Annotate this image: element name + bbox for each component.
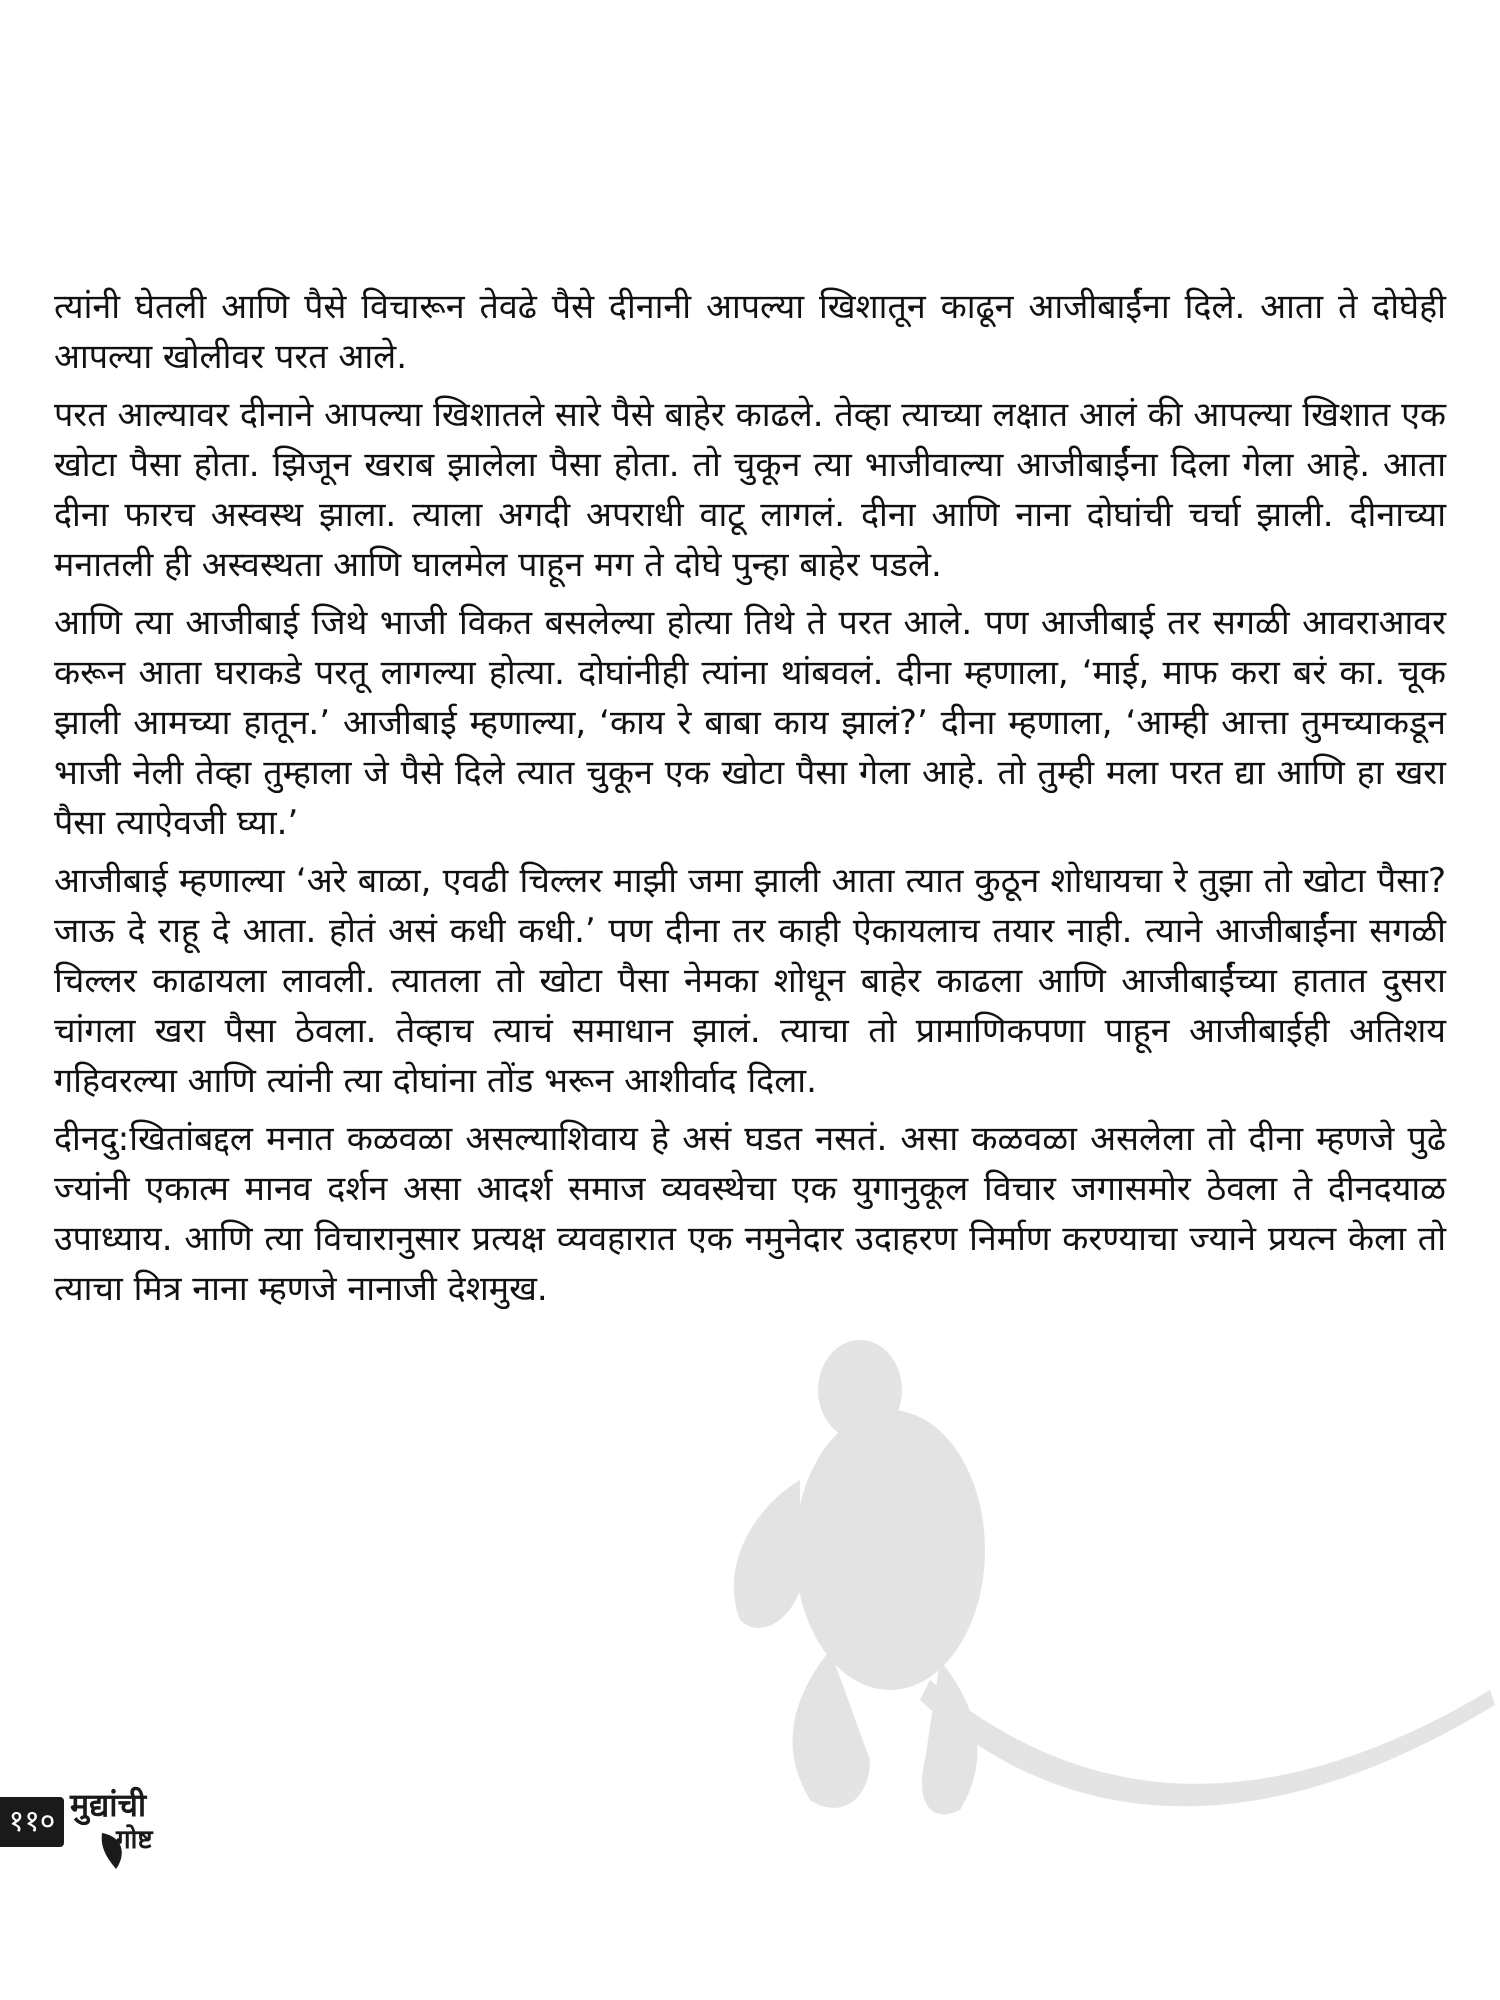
- paragraph: आजीबाई म्हणाल्या ‘अरे बाळा, एवढी चिल्लर माझी जमा झाली आता त्यात कुठून शोधायचा रे तुझा तो खोटा पैसा? जाऊ दे राहू दे आता. होतं असं कधी कधी.’ पण दीना तर काही ऐकायलाच तयार नाही. त्याने आजीबाईंना सगळी चिल्लर काढायला लावली. त्यातला तो खोटा पैसा नेमका शोधून बाहेर काढला आणि आजीबाईंच्या हातात दुसरा चांगला खरा पैसा ठेवला. तेव्हाच त्याचं समाधान झालं. त्याचा तो प्रामाणिकपणा पाहून आजीबाईही अतिशय गहिवरल्या आणि त्यांनी त्या दोघांना तोंड भरून आशीर्वाद दिला.: [54, 861, 1446, 1101]
- book-title-line-2: गोष्ट: [116, 1825, 153, 1855]
- monkey-watermark-illustration: [680, 1320, 1500, 1880]
- book-title-line-1: मुद्यांची: [70, 1786, 147, 1824]
- book-title-logo: [70, 1785, 200, 1875]
- page-body: [54, 282, 1446, 1322]
- paragraph: परत आल्यावर दीनाने आपल्या खिशातले सारे पैसे बाहेर काढले. तेव्हा त्याच्या लक्षात आलं की आपल्या खिशात एक खोटा पैसा होता. झिजून खराब झालेला पैसा होता. तो चुकून त्या भाजीवाल्या आजीबाईंना दिला गेला आहे. आता दीना फारच अस्वस्थ झाला. त्याला अगदी अपराधी वाटू लागलं. दीना आणि नाना दोघांची चर्चा झाली. दीनाच्या मनातली ही अस्वस्थता आणि घालमेल पाहून मग ते दोघे पुन्हा बाहेर पडले.: [54, 395, 1446, 585]
- paragraph: त्यांनी घेतली आणि पैसे विचारून तेवढे पैसे दीनानी आपल्या खिशातून काढून आजीबाईंना दिले. आता ते दोघेही आपल्या खोलीवर परत आले.: [54, 287, 1446, 377]
- paragraph: आणि त्या आजीबाई जिथे भाजी विकत बसलेल्या होत्या तिथे ते परत आले. पण आजीबाई तर सगळी आवराआवर करून आता घराकडे परतू लागल्या होत्या. दोघांनीही त्यांना थांबवलं. दीना म्हणाला, ‘माई, माफ करा बरं का. चूक झाली आमच्या हातून.’ आजीबाई म्हणाल्या, ‘काय रे बाबा काय झालं?’ दीना म्हणाला, ‘आम्ही आत्ता तुमच्याकडून भाजी नेली तेव्हा तुम्हाला जे पैसे दिले त्यात चुकून एक खोटा पैसा गेला आहे. तो तुम्ही मला परत द्या आणि हा खरा पैसा त्याऐवजी घ्या.’: [54, 603, 1446, 843]
- paragraph: दीनदु:खितांबद्दल मनात कळवळा असल्याशिवाय हे असं घडत नसतं. असा कळवळा असलेला तो दीना म्हणजे पुढे ज्यांनी एकात्म मानव दर्शन असा आदर्श समाज व्यवस्थेचा एक युगानुकूल विचार जगासमोर ठेवला ते दीनदयाळ उपाध्याय. आणि त्या विचारानुसार प्रत्यक्ष व्यवहारात एक नमुनेदार उदाहरण निर्माण करण्याचा ज्याने प्रयत्न केला तो त्याचा मित्र नाना म्हणजे नानाजी देशमुख.: [54, 1119, 1446, 1309]
- page-number: ११०: [0, 1797, 64, 1847]
- page-footer: [0, 1785, 260, 1875]
